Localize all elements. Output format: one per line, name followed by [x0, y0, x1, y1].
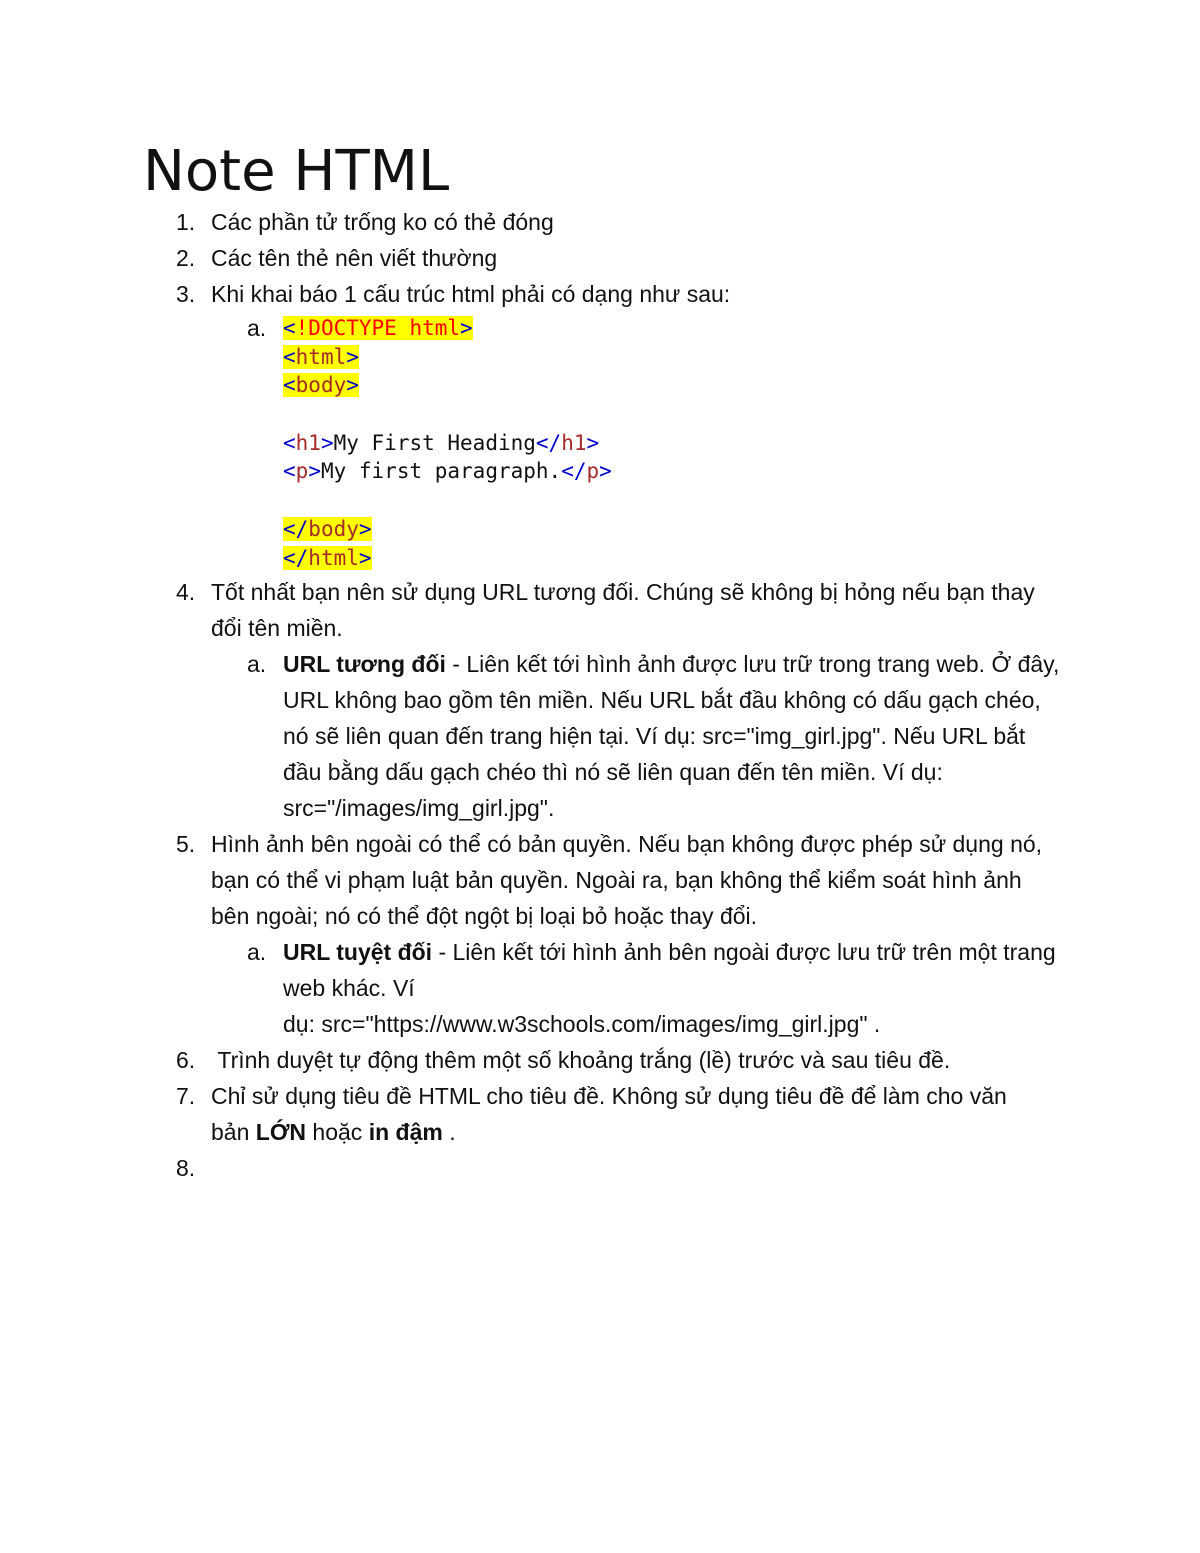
- sub-item: [176, 934, 1066, 1042]
- list-item: [176, 240, 1066, 276]
- item-number: 4.: [176, 579, 196, 606]
- item-number: 3.: [176, 281, 196, 307]
- code-line: <p>My first paragraph.</p>: [283, 459, 612, 484]
- code-blank-line: [283, 486, 1066, 515]
- sub-item-text: dụ: src="https://www.w3schools.com/images/img_girl.jpg" .: [283, 1011, 881, 1038]
- sub-item-term: URL tuyệt đối: [283, 939, 433, 966]
- sub-item-text: - Liên kết tới hình ảnh bên ngoài được lưu trữ trên một trang web khác. Ví: [283, 939, 1056, 1002]
- list-item: [176, 204, 1066, 240]
- item-text: Khi khai báo 1 cấu trúc html phải có dạng như sau:: [211, 281, 731, 307]
- code-line: <!DOCTYPE html>: [283, 316, 473, 340]
- bold-word: in đậm: [368, 1119, 443, 1146]
- item-text: Hình ảnh bên ngoài có thể có bản quyền. Nếu bạn không được phép sử dụng nó, bạn có thể vi phạm luật bản quyền. Ngoài ra, bạn không thể kiểm soát hình ảnh bên ngoài; nó có thể đột ngột bị loại bỏ hoặc thay đổi.: [211, 831, 1043, 930]
- item-number: 2.: [176, 245, 196, 271]
- sub-item-letter: a.: [247, 651, 267, 678]
- code-line: </html>: [283, 545, 372, 570]
- list-item: [176, 1150, 1066, 1186]
- sub-item-letter: a.: [247, 939, 267, 966]
- code-sample: [176, 312, 1066, 574]
- code-line: <html>: [283, 344, 359, 369]
- item-number: 1.: [176, 209, 196, 235]
- item-text: .: [442, 1119, 456, 1146]
- code-line: <h1>My First Heading</h1>: [283, 430, 600, 455]
- list-item: [176, 574, 1056, 646]
- item-number: 8.: [176, 1155, 196, 1182]
- code-blank-line: [283, 400, 1066, 429]
- sub-item: [176, 646, 1061, 826]
- sub-item-letter: a.: [247, 315, 267, 341]
- sub-item-term: URL tương đối: [283, 651, 446, 678]
- sub-item-text: - Liên kết tới hình ảnh được lưu trữ trong trang web. Ở đây, URL không bao gồm tên miền. Nếu URL bắt đầu không có dấu gạch chéo, nó sẽ liên quan đến trang hiện tại. Ví dụ: src="img_girl.jpg". Nếu URL bắt đầu bằng dấu gạch chéo thì nó sẽ liên quan đến tên miền. Ví dụ: src="/images/img_girl.jpg".: [283, 651, 1060, 822]
- list-item: [176, 276, 1066, 312]
- item-text: Các tên thẻ nên viết thường: [211, 245, 498, 271]
- list-item: [176, 1042, 1066, 1078]
- item-text: Chỉ sử dụng tiêu đề HTML cho tiêu đề. Không sử dụng tiêu đề để làm cho văn bản: [211, 1083, 1007, 1146]
- item-text: Các phần tử trống ko có thẻ đóng: [211, 209, 554, 235]
- numbered-list: [176, 204, 1066, 1186]
- item-text: Trình duyệt tự động thêm một số khoảng trắng (lề) trước và sau tiêu đề.: [211, 1047, 951, 1074]
- page-title: Note HTML: [143, 139, 450, 204]
- item-number: 6.: [176, 1047, 196, 1074]
- item-number: 7.: [176, 1083, 196, 1110]
- bold-word: LỚN: [255, 1119, 307, 1146]
- item-text: Tốt nhất bạn nên sử dụng URL tương đối. Chúng sẽ không bị hỏng nếu bạn thay đổi tên miền.: [211, 579, 1035, 642]
- code-line: </body>: [283, 516, 372, 541]
- item-text: hoặc: [306, 1119, 369, 1146]
- code-line: <body>: [283, 373, 359, 398]
- list-item: [176, 1078, 1036, 1150]
- item-number: 5.: [176, 831, 196, 858]
- list-item: [176, 826, 1051, 934]
